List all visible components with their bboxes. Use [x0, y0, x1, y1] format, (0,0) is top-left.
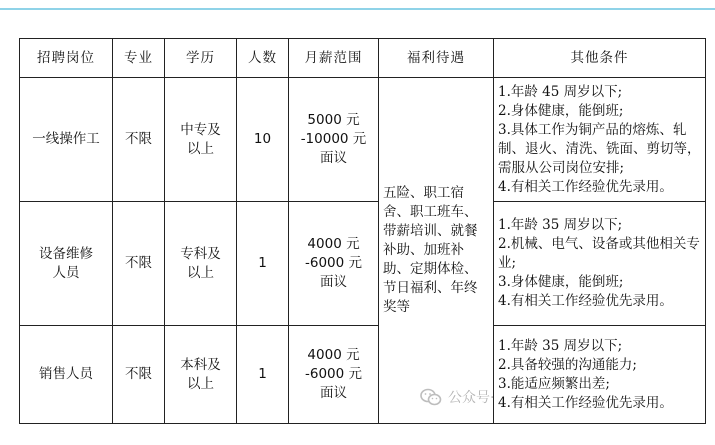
position-cell: 销售人员 [20, 326, 113, 424]
header-position: 招聘岗位 [20, 39, 113, 78]
condition-item: 3.能适应频繁出差; [498, 375, 610, 392]
major-cell: 不限 [113, 78, 165, 202]
education-cell: 专科及以上 [165, 202, 237, 326]
table-row [20, 202, 706, 326]
salary-max: -6000 元 [304, 255, 363, 271]
welfare-cell: 五险、职工宿舍、职工班车、带薪培训、就餐补助、加班补助、定期体检、节日福利、年终奖等 [379, 78, 494, 424]
condition-item: 4.有相关工作经验优先录用。 [498, 293, 673, 309]
position-cell: 设备维修人员 [20, 202, 113, 326]
conditions-cell [494, 78, 706, 202]
condition-item: 2.机械、电气、设备或其他相关专业; [498, 236, 700, 271]
salary-min: 4000 元 [307, 236, 360, 252]
salary-negotiable: 面议 [320, 385, 347, 401]
header-salary: 月薪范围 [289, 39, 379, 78]
table-row [20, 78, 706, 202]
major-cell: 不限 [113, 202, 165, 326]
header-welfare: 福利待遇 [379, 39, 494, 78]
condition-item: 2.身体健康，能倒班; [498, 102, 624, 119]
table-header-row [20, 39, 706, 78]
top-divider-line [0, 8, 715, 10]
count-cell: 1 [237, 326, 289, 424]
header-count: 人数 [237, 39, 289, 78]
position-cell: 一线操作工 [20, 78, 113, 202]
watermark [420, 384, 710, 410]
salary-cell [289, 202, 379, 326]
condition-item: 1.年龄 45 周岁以下; [498, 83, 623, 100]
condition-item: 3.具体工作为铜产品的熔炼、轧制、退火、清洗、铣面、剪切等，需服从公司岗位安排; [498, 121, 701, 176]
education-cell: 本科及以上 [165, 326, 237, 424]
condition-item: 4.有相关工作经验优先录用。 [498, 394, 673, 411]
wechat-icon [420, 388, 442, 406]
count-cell: 1 [237, 202, 289, 326]
salary-max: -6000 元 [304, 366, 363, 382]
salary-max: -10000 元 [300, 131, 367, 147]
watermark-text: 公众号· [448, 390, 495, 406]
salary-negotiable: 面议 [320, 150, 347, 166]
conditions-cell [494, 202, 706, 326]
education-cell: 中专及以上 [165, 78, 237, 202]
major-cell: 不限 [113, 326, 165, 424]
count-cell: 10 [237, 78, 289, 202]
recruitment-table [19, 38, 706, 424]
salary-negotiable: 面议 [320, 274, 347, 290]
condition-item: 4.有相关工作经验优先录用。 [498, 178, 673, 195]
header-education: 学历 [165, 39, 237, 78]
condition-item: 3.身体健康，能倒班; [498, 274, 624, 290]
header-conditions: 其他条件 [494, 39, 706, 78]
condition-item: 1.年龄 35 周岁以下; [498, 217, 623, 233]
salary-cell [289, 326, 379, 424]
salary-cell [289, 78, 379, 202]
condition-item: 2.具备较强的沟通能力; [498, 356, 637, 373]
condition-item: 1.年龄 35 周岁以下; [498, 337, 623, 354]
salary-min: 5000 元 [307, 112, 360, 128]
header-major: 专业 [113, 39, 165, 78]
salary-min: 4000 元 [307, 347, 360, 363]
